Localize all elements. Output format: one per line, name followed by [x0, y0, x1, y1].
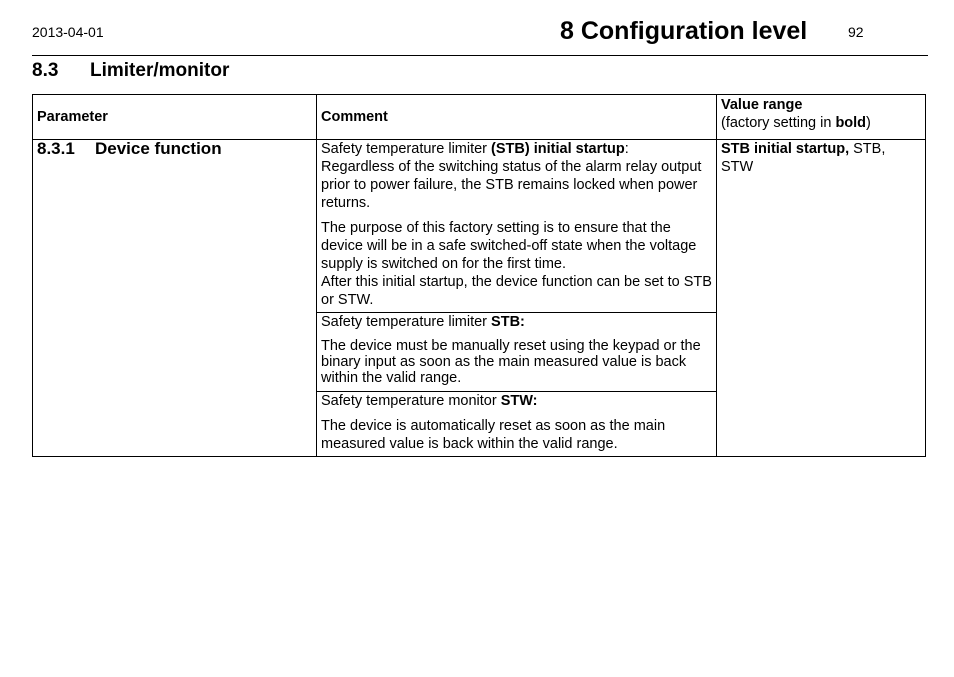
comment-heading-prefix: Safety temperature monitor — [321, 393, 501, 409]
section-heading — [32, 60, 229, 82]
column-header-parameter: Parameter — [33, 95, 317, 140]
value-range-options: STB, STW — [721, 141, 886, 175]
value-range-default: STB initial startup, — [721, 141, 850, 157]
value-range-note-bold: bold — [835, 115, 867, 131]
comment-heading-prefix: Safety temperature limiter — [321, 141, 492, 157]
comment-stw — [317, 392, 717, 457]
chapter-title: 8 Configuration level — [560, 17, 808, 45]
comment-stb-initial-startup — [317, 140, 717, 313]
comment-heading-bold: (STB) initial startup — [491, 141, 625, 157]
header-date: 2013-04-01 — [32, 24, 104, 40]
comment-heading-suffix: : — [624, 141, 629, 157]
comment-paragraph: After this initial startup, the device function can be set to STB or STW. — [321, 274, 712, 308]
parameter-name: Device function — [95, 139, 222, 158]
comment-heading-bold: STB: — [491, 314, 525, 330]
value-range-label: Value range — [721, 97, 803, 113]
column-header-value-range — [717, 95, 926, 140]
section-number: 8.3 — [32, 60, 59, 81]
column-header-comment: Comment — [317, 95, 717, 140]
value-range-note-prefix: (factory setting in — [721, 115, 836, 131]
parameter-cell — [33, 140, 317, 457]
comment-heading-bold: STW: — [500, 393, 538, 409]
parameter-table — [32, 94, 926, 457]
comment-stb — [317, 313, 717, 392]
comment-paragraph: The device is automatically reset as soon as the main measured value is back within the valid range. — [321, 418, 666, 452]
section-title: Limiter/monitor — [90, 60, 230, 81]
value-range-cell — [717, 140, 926, 457]
comment-paragraph: The purpose of this factory setting is to ensure that the device will be in a safe switched-off state when the voltage supply is switched on for the first time. — [321, 220, 697, 272]
table-row — [33, 140, 926, 313]
header-divider — [32, 55, 928, 56]
table-header-row — [33, 95, 926, 140]
page-number: 92 — [848, 24, 864, 40]
comment-paragraph: Regardless of the switching status of the alarm relay output prior to power failure, the STB remains locked when power returns. — [321, 159, 702, 211]
parameter-number: 8.3.1 — [37, 139, 75, 158]
comment-paragraph: The device must be manually reset using the keypad or the binary input as soon as the main measured value is back within the valid range. — [321, 338, 701, 386]
comment-heading-prefix: Safety temperature limiter — [321, 314, 492, 330]
value-range-note-suffix: ) — [866, 115, 871, 131]
